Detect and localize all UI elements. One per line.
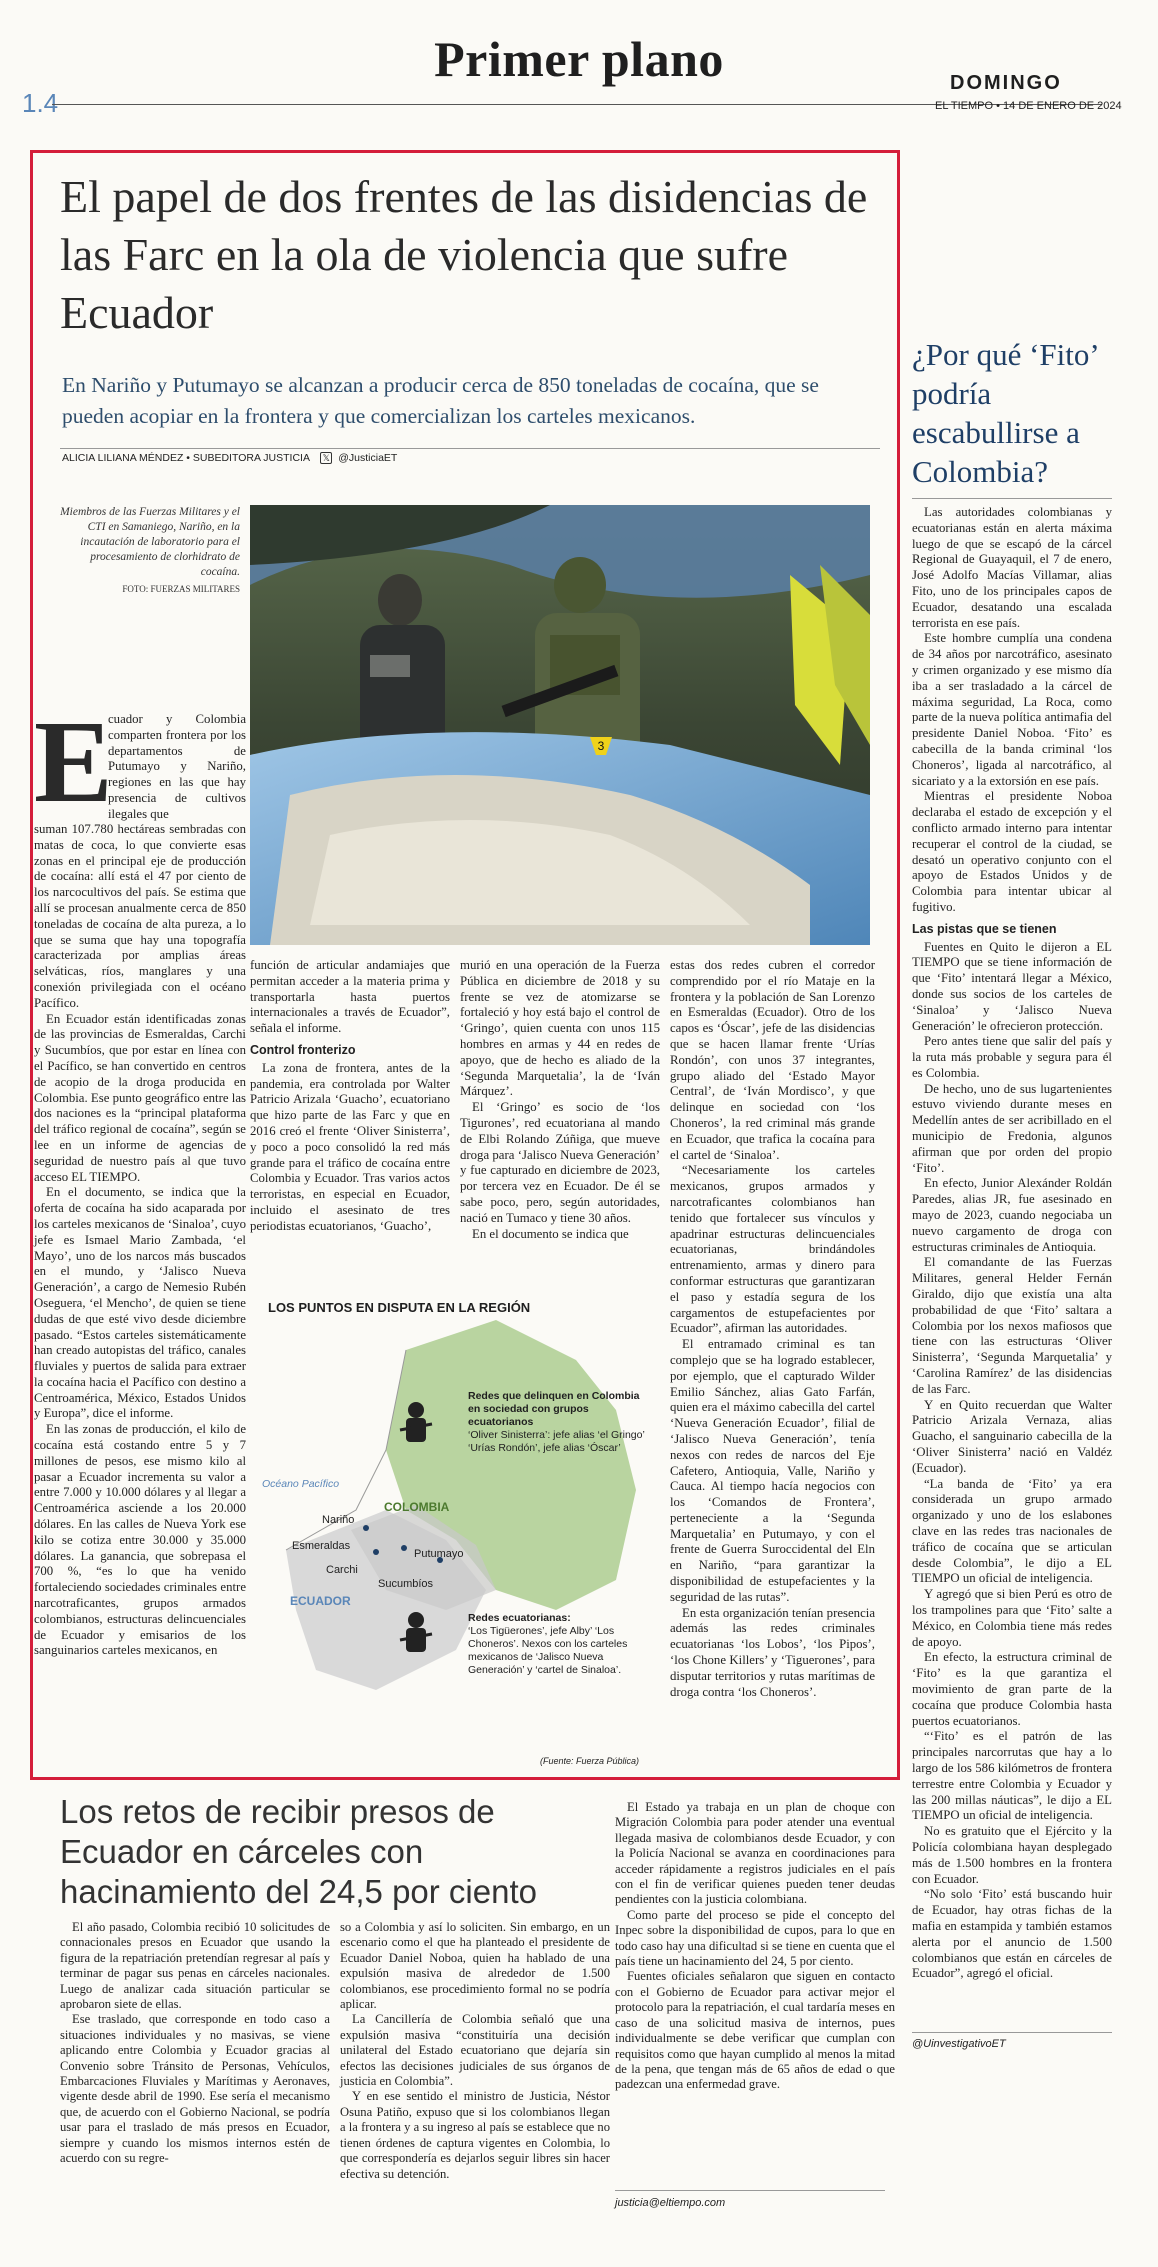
legend-2-title: Redes ecuatorianas: <box>468 1612 571 1624</box>
sidebar-bottom-rule <box>912 2032 1112 2033</box>
sidebar-handle[interactable]: @UinvestigativoET <box>912 2038 1006 2050</box>
paragraph: En Ecuador están identificadas zonas de las provincias de Esmeraldas, Carchi y Sucumbíos, que por estar en línea con el Pacífico, se han convertido en centros de acopio de la droga producida en Colombia. Ese punto geográfico entre las dos naciones es la “principal plataforma del tráfico regional de cocaína”, según se lee en un informe de agencias de seguridad de nuestro país al que tuvo acceso EL TIEMPO. <box>34 1011 246 1184</box>
twitter-handle[interactable]: @JusticiaET <box>338 452 398 464</box>
sidebar-rule <box>912 498 1112 499</box>
article-column-2 <box>250 958 450 1235</box>
map-place-narino: Nariño <box>322 1514 355 1526</box>
subhead: Control fronterizo <box>250 1042 356 1057</box>
bottom-column-3 <box>615 1800 895 2093</box>
map-graphic <box>256 1290 652 1770</box>
paragraph: El año pasado, Colombia recibió 10 solicitudes de connacionales presos en Ecuador que usando la figura de la repatriación pretendían regresar al país y terminar de pagar sus penas en cárceles nacionales. Luego de analizar cada situación particular se aprobaron siete de ellas. <box>60 1920 330 2012</box>
paragraph: Fuentes en Quito le dijeron a EL TIEMPO que se tiene información de que ‘Fito’ intentará llegar a México, donde sus socios de los carteles de ‘Sinaloa’ y ‘Jalisco Nueva Generación’ le ofrecieron protección. <box>912 939 1112 1033</box>
legend-1-text: ‘Oliver Sinisterra’: jefe alias ‘el Gringo’ ‘Urías Rondón’, jefe alias ‘Óscar’ <box>468 1429 645 1454</box>
caption-text: Miembros de las Fuerzas Militares y el CTI en Samaniego, Nariño, en la incautación de laboratorio para el procesamiento de clorhidrato de cocaína. <box>60 506 240 578</box>
map-place-carchi: Carchi <box>326 1564 358 1576</box>
paragraph: El comandante de las Fuerzas Militares, general Helder Fernán Giraldo, dijo que existía una alta probabilidad de que ‘Fito’ saltara a Colombia por los nexos mafiosos que tiene con las estructuras ‘Oliver Sinisterra’, ‘Segunda Marquetalia’ y ‘Carolina Ramírez’ de las disidencias de las Farc. <box>912 1255 1112 1396</box>
paragraph: La Cancillería de Colombia señaló que una expulsión masiva “constituiría una decisión unilateral del Estado ecuatoriano que dejaría sin efectos las decisiones judiciales de sus órganos de justicia en Colombia”. <box>340 2012 610 2089</box>
paragraph: En efecto, la estructura criminal de ‘Fito’ es la que garantiza el movimiento de gran parte de la cocaína que produce Colombia hasta puertos ecuatorianos. <box>912 1650 1112 1728</box>
paragraph: “‘Fito’ es el patrón de las principales narcorrutas que hay a lo largo de los 586 kilómetros de frontera terrestre entre Colombia y Ecuador y las 200 millas náuticas”, le dijo a EL TIEMPO un oficial de inteligencia. <box>912 1729 1112 1823</box>
paragraph: so a Colombia y así lo soliciten. Sin embargo, en un escenario como el que ha planteado el presidente de Ecuador Daniel Noboa, quien ha hablado de una expulsión masiva de alrededor de 1.500 colombianos, ese procedimiento formal no se podría aplicar. <box>340 1920 610 2012</box>
article-photo <box>250 505 870 945</box>
drop-cap: E <box>34 696 113 827</box>
paragraph: No es gratuito que el Ejército y la Policía colombiana hayan desplegado más de 1.500 hombres en la frontera con Ecuador. <box>912 1824 1112 1886</box>
article-headline: El papel de dos frentes de las disidencias de las Farc en la ola de violencia que sufre Ecuador <box>60 171 868 338</box>
bottom-column-1 <box>60 1920 330 2167</box>
map-place-sucumbios: Sucumbíos <box>378 1578 434 1590</box>
map-legend-2 <box>468 1612 653 1677</box>
map-ocean-label: Océano Pacífico <box>262 1478 340 1490</box>
byline-rule <box>60 448 880 449</box>
paragraph: Y en Quito recuerdan que Walter Patricio Arizala Vernaza, alias Guacho, el sanguinario cabecilla de la ‘Oliver Sinisterra’ nació en Valdéz (Ecuador). <box>912 1397 1112 1475</box>
paragraph: Fuentes oficiales señalaron que siguen en contacto con el Gobierno de Ecuador para activar mejor el protocolo para la repatriación, el cual tardaría meses en caso de una solicitud masiva de internos, pues individualmente se debe verificar que cumplan con requisitos como que hayan cumplido al menos la mitad de la pena, que tengan más de 65 años de edad o que padezcan una enfermedad grave. <box>615 1969 895 2092</box>
paragraph: Este hombre cumplía una condena de 34 años por narcotráfico, asesinato y crimen organizado y ese mismo día iba a ser trasladado a la cárcel de máxima seguridad, La Roca, como parte de la nueva política antimafia del presidente Daniel Noboa. ‘Fito’ es cabecilla de la banda criminal ‘los Choneros’, ligada al narcotráfico, al sicariato y a la extorsión en ese país. <box>912 631 1112 788</box>
article-column-4 <box>670 958 875 1700</box>
byline <box>62 452 397 464</box>
paragraph: cuador y Colombia comparten frontera por los departamentos de Putumayo y Nariño, regiones en las que hay presencia de cultivos ilegales que <box>108 712 246 821</box>
paragraph: En las zonas de producción, el kilo de cocaína está costando entre 5 y 7 millones de pesos, ese mismo kilo al pasar a Ecuador incrementa su valor a entre 7.000 y 10.000 dólares y al llegar a Centroamérica asciende a los 20.000 dólares. En las calles de Nueva York ese kilo se cotiza entre 30.000 y 35.000 dólares. La ganancia, que sobrepasa el 700 %, “es lo que ha venido fortaleciendo sociedades criminales entre narcotraficantes, grupos armados colombianos, estructuras delincuenciales de Ecuador y emisarios de los sanguinarios carteles mexicanos, en <box>34 1422 246 1658</box>
sidebar-subhead: Las pistas que se tienen <box>912 921 1057 936</box>
paragraph: Pero antes tiene que salir del país y la ruta más probable y segura para él es Colombia. <box>912 1034 1112 1080</box>
bottom-column-2 <box>340 1920 610 2182</box>
paragraph: suman 107.780 hectáreas sembradas con matas de coca, lo que convierte esas zonas en el principal eje de producción de cocaína: allí está el 47 por ciento de los narcocultivos del país. Se estima que allí se procesan anualmente cerca de 850 toneladas de cocaína de alta pureza, a lo que se suma que hay una topografía caracterizada por amplias áreas selváticas, ríos, manglares y una conexión privilegiada con el océano Pacífico. <box>34 822 246 1010</box>
map-colombia-label: COLOMBIA <box>384 1500 450 1514</box>
photo-credit: FOTO: FUERZAS MILITARES <box>122 584 240 594</box>
photo-caption <box>60 505 240 597</box>
svg-text:3: 3 <box>597 739 605 753</box>
paragraph: Ese traslado, que corresponde en todo caso a situaciones individuales y no masivas, se viene aplicando entre Colombia y Ecuador gracias al Convenio sobre Tránsito de Personas, Vehículos, Embarcaciones Fluviales y Marítimas y Aeronaves, vigente desde abril de 1990. Ese sería el mecanismo que, de acuerdo con el Gobierno Nacional, se podría usar para el traslado de más presos en Ecuador, siempre y cuando los mismos internos estén de acuerdo con su regre- <box>60 2012 330 2166</box>
bottom-headline: Los retos de recibir presos de Ecuador en cárceles con hacinamiento del 24,5 por ciento <box>60 1793 537 1910</box>
paragraph: “Necesariamente los carteles mexicanos, grupos armados y narcotraficantes colombianos han tenido que fortalecer sus vínculos y apadrinar estructuras delincuenciales ecuatorianas, brindándoles entrenamiento, armas y dinero para conformar estructuras que garantizaran el paso y estadía segura de los cargamentos de estupefacientes por Ecuador”, afirman las autoridades. <box>670 1163 875 1336</box>
section-title: Primer plano <box>434 31 724 87</box>
article-deck: En Nariño y Putumayo se alcanzan a producir cerca de 850 toneladas de cocaína, que se pueden acopiar en la frontera y que comercializan los carteles mexicanos. <box>62 373 819 428</box>
paragraph: La zona de frontera, antes de la pandemia, era controlada por Walter Patricio Arizala ‘Guacho’, ecuatoriano que hizo parte de las Farc y que en 2016 creó el frente ‘Oliver Sinisterra’, y poco a poco consolidó la red más grande para el tráfico de cocaína entre Colombia y Ecuador. Tras varios actos terroristas, en especial en Ecuador, incluido el asesinato de tres periodistas ecuatorianos, ‘Guacho’, <box>250 1060 450 1233</box>
page-number: 1.4 <box>22 88 59 118</box>
map-source: (Fuente: Fuerza Pública) <box>540 1756 640 1766</box>
article-column-1-top <box>108 712 246 823</box>
map-ecuador-label: ECUADOR <box>290 1594 351 1608</box>
paragraph: “No solo ‘Fito’ está buscando huir de Ecuador, hay otras fichas de la mafia en estampida y también estamos alerta por el anuncio de 1.500 colombianos que están en cárceles de Ecuador”, agregó el oficial. <box>912 1887 1112 1981</box>
map-title: LOS PUNTOS EN DISPUTA EN LA REGIÓN <box>268 1300 531 1315</box>
paragraph: estas dos redes cubren el corredor comprendido por el río Mataje en la frontera y la población de San Lorenzo en Esmeraldas (Ecuador). Otro de los capos es ‘Óscar’, jefe de las disidencias que se hacen llamar frente ‘Urías Rondón’, con unos 37 integrantes, grupo aliado del ‘Estado Mayor Central’, de ‘Iván Mordisco’, y que delinque en sociedad con ‘los Choneros’, la red criminal más grande en Ecuador, que trafica la cocaína para el cartel de ‘Sinaloa’. <box>670 958 875 1162</box>
edition-date: EL TIEMPO • 14 DE ENERO DE 2024 <box>935 100 1122 112</box>
region-map <box>256 1290 652 1770</box>
map-place-putumayo: Putumayo <box>414 1548 464 1560</box>
x-logo-icon: 𝕏 <box>320 452 332 464</box>
sidebar-column <box>912 505 1112 1982</box>
paragraph: Las autoridades colombianas y ecuatorianas están en alerta máxima luego de que se escapó de la cárcel Regional de Guayaquil, el 7 de enero, José Adolfo Macías Villamar, alias Fito, uno de los principales capos de Ecuador, desatando una escalada terrorista en ese país. <box>912 505 1112 630</box>
author: ALICIA LILIANA MÉNDEZ • SUBEDITORA JUSTICIA <box>62 452 310 464</box>
paragraph: Y en ese sentido el ministro de Justicia, Néstor Osuna Patiño, expuso que si los colombianos llegan a la frontera y a su ingreso al país se establece que no tienen órdenes de captura vigentes en Colombia, lo que correspondería es dejarlos seguir libres sin hacer efectiva su detención. <box>340 2089 610 2181</box>
legend-1-title: Redes que delinquen en Colombia en sociedad con grupos ecuatorianos <box>468 1390 640 1428</box>
edition-day: DOMINGO <box>950 72 1062 94</box>
article-column-3 <box>460 958 660 1242</box>
paragraph: En esta organización tenían presencia además las redes criminales ecuatorianas ‘los Lobos’, ‘los Pipos’, ‘los Chone Killers’ y ‘Tiguerones’, para disputar territorios y rutas marítimas de droga contra ‘los Choneros’. <box>670 1605 875 1699</box>
sidebar-title: ¿Por qué ‘Fito’ podría escabullirse a Colombia? <box>912 337 1098 489</box>
article-column-1 <box>34 822 246 1659</box>
map-place-esmeraldas: Esmeraldas <box>292 1540 351 1552</box>
contact-email[interactable]: justicia@eltiempo.com <box>615 2197 726 2209</box>
paragraph: función de articular andamiajes que permitan acceder a la materia prima y transportarla hasta puertos internacionales a través de Ecuador”, señala el informe. <box>250 958 450 1036</box>
paragraph: El Estado ya trabaja en un plan de choque con Migración Colombia para poder atender una eventual llegada masiva de colombianos desde Ecuador, y con la Policía Nacional se avanza en coordinaciones para acceder rápidamente a registros judiciales en el país con el fin de verificar quienes pueden tener deudas pendientes con la justicia colombiana. <box>615 1800 895 1907</box>
paragraph: Como parte del proceso se pide el concepto del Inpec sobre la disponibilidad de cupos, para lo que en todo caso hay una dificultad si se tiene en cuenta que el país tiene un hacinamiento del 24, 5 por ciento. <box>615 1907 895 1969</box>
bottom-rule <box>615 2190 885 2191</box>
paragraph: “La banda de ‘Fito’ ya era considerada un grupo armado organizado y uno de los eslabones clave en las redes tras nacionales de tráfico de cocaína que se articulan desde Colombia”, le dijo a EL TIEMPO un oficial de inteligencia. <box>912 1476 1112 1586</box>
paragraph: En efecto, Junior Alexánder Roldán Paredes, alias JR, fue asesinado en mayo de 2023, cuando negociaba un nuevo cargamento de droga con estructuras criminales de Antioquia. <box>912 1176 1112 1254</box>
legend-2-text: ‘Los Tigüerones’, jefe Alby’ ‘Los Choneros’. Nexos con los carteles mexicanos de ‘Jalisco Nueva Generación’ y ‘cartel de Sinaloa’. <box>468 1625 628 1676</box>
map-legend-1 <box>468 1390 653 1455</box>
paragraph: En el documento, se indica que la oferta de cocaína ha sido acaparada por los carteles mexicanos de ‘Sinaloa’, cuyo jefe es Ismael Mario Zambada, ‘el Mayo’, uno de los narcos más buscados en el mundo, y ‘Jalisco Nueva Generación’, a cargo de Nemesio Rubén Oseguera, ‘el Mencho’, de quien se tiene dudas de que esté vivo desde diciembre pasado. “Estos carteles sistemáticamente han creado autopistas del tráfico, canales fluviales y puertos de salida para extraer la cocaína hacia el Pacífico con destino a Centroamérica, México, Estados Unidos y Europa”, dice el informe. <box>34 1185 246 1421</box>
paragraph: Y agregó que si bien Perú es otro de los trampolines para que ‘Fito’ salte a México, en Colombia tiene más redes de apoyo. <box>912 1587 1112 1649</box>
paragraph: murió en una operación de la Fuerza Pública en diciembre de 2018 y su frente se vez de atomizarse se fortaleció y hoy está bajo el control de ‘Gringo’, quien cuenta con unos 115 hombres en armas y 44 en redes de apoyo, que de hecho es aliado de la ‘Segunda Marquetalia’, la de ‘Iván Márquez’. <box>460 958 660 1099</box>
paragraph: El entramado criminal es tan complejo que se ha logrado establecer, por ejemplo, que el capturado Wilder Emilio Sánchez, alias Gato Farfán, quien era el máximo cabecilla del cartel ‘Nueva Generación Ecuador’, filial de ‘Jalisco Nueva Generación’, tenía nexos con redes de narcos del Eje Cafetero, Antioquia, Valle, Nariño y Cauca. Al tiempo hacía negocios con los ‘Comandos de Frontera’, perteneciente a la ‘Segunda Marquetalia’ en Putumayo, y con el frente de Guerra Suroccidental del Eln en Nariño, “para garantizar la disponibilidad de estupefacientes y la seguridad de las rutas”. <box>670 1337 875 1604</box>
paragraph: En el documento se indica que <box>472 1226 629 1241</box>
paragraph: El ‘Gringo’ es socio de ‘los Tigurones’, red ecuatoriana al mando de Elbi Rolando Zúñiga, que mueve droga para ‘Jalisco Nueva Generación’ y fue capturado en diciembre de 2023, por tercera vez en Ecuador. De él se sabe poco, pero, según autoridades, nació en Tumaco y tiene 30 años. <box>460 1100 660 1225</box>
paragraph: De hecho, uno de sus lugartenientes estuvo viviendo durante meses en Medellín antes de ser acribillado en el municipio de Fredonia, algunos afirman que por orden del propio ‘Fito’. <box>912 1081 1112 1175</box>
photo-soldiers-lab <box>250 505 870 945</box>
paragraph: Mientras el presidente Noboa declaraba el estado de excepción y el conflicto armado interno para intentar recuperar el control de la ciudad, se desató un operativo conjunto con el apoyo de Estados Unidos y de Colombia para intentar ubicar al fugitivo. <box>912 789 1112 914</box>
